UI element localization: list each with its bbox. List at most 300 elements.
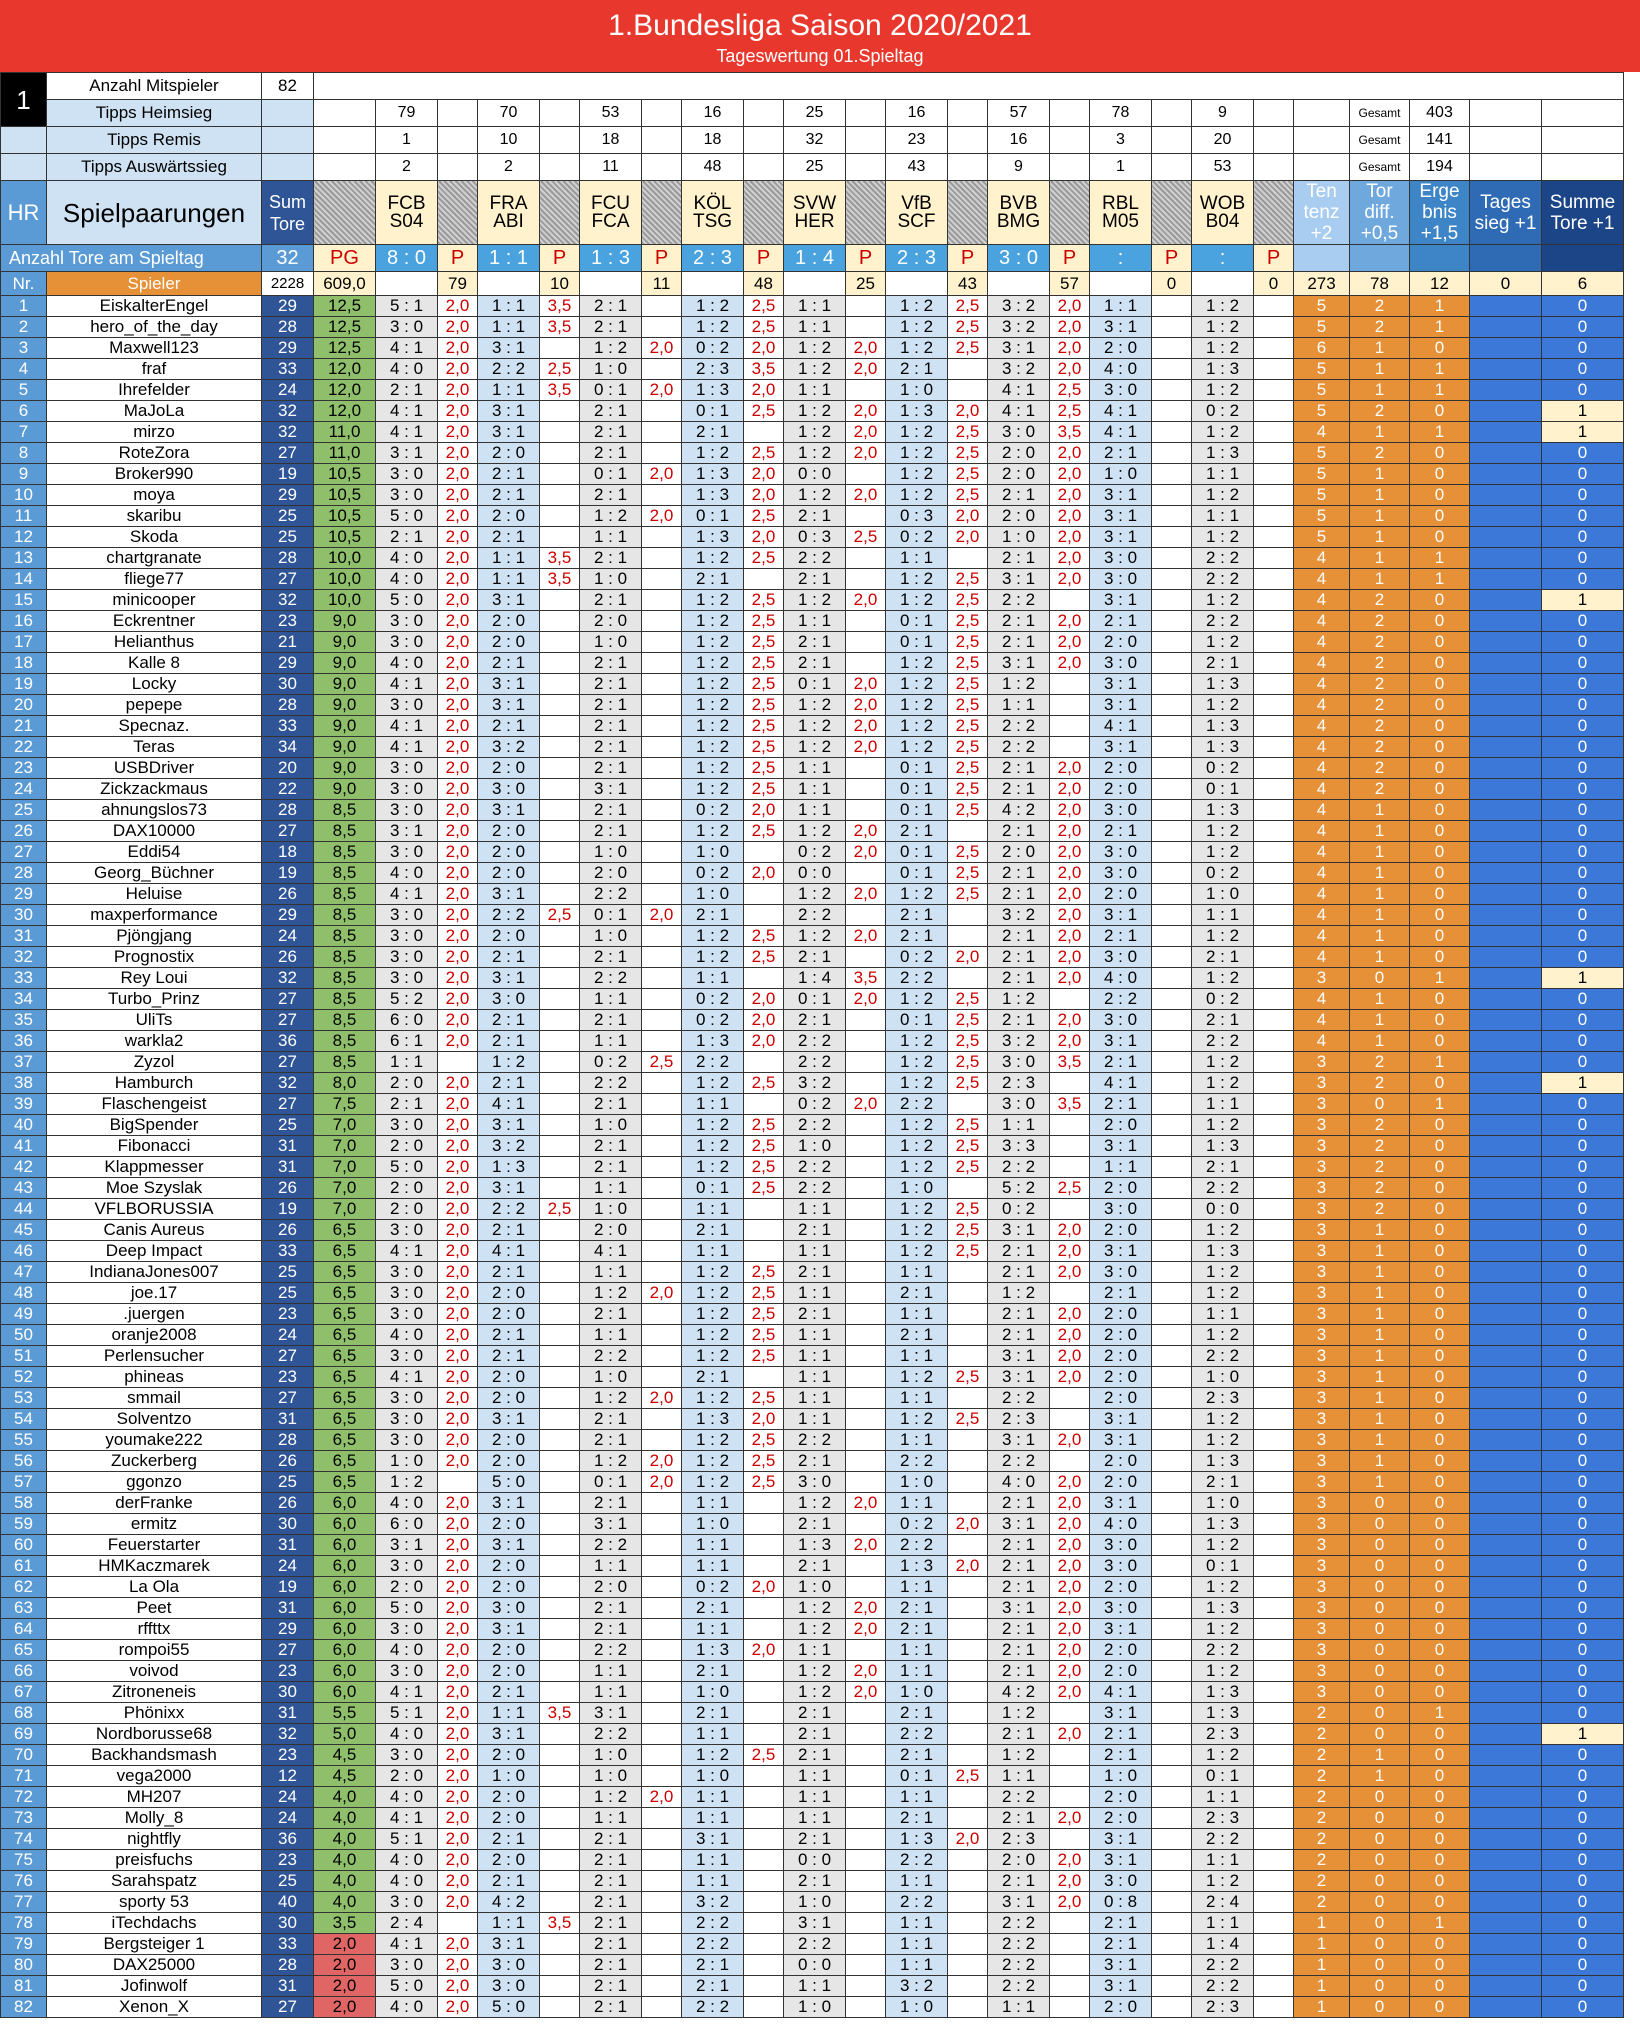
player-points-1 [540, 443, 580, 464]
player-points-2 [642, 1808, 682, 1829]
player-tordiff: 2 [1350, 1073, 1410, 1094]
player-tip-1: 3 : 1 [478, 800, 540, 821]
player-sum: 19 [262, 464, 314, 485]
player-tip-8: 1 : 2 [1192, 1283, 1254, 1304]
player-tordiff: 1 [1350, 569, 1410, 590]
player-summe: 0 [1542, 1199, 1624, 1220]
player-points-2 [642, 1094, 682, 1115]
player-tip-0: 2 : 1 [376, 527, 438, 548]
player-tip-4: 1 : 1 [784, 1808, 846, 1829]
player-points-1 [540, 1682, 580, 1703]
player-points-4: 2,0 [846, 842, 886, 863]
player-name: sporty 53 [47, 1892, 262, 1913]
player-name: Maxwell123 [47, 338, 262, 359]
player-tip-4: 1 : 4 [784, 968, 846, 989]
player-summe: 0 [1542, 1682, 1624, 1703]
player-tip-7: 2 : 1 [1090, 1913, 1152, 1934]
player-points-4: 2,0 [846, 443, 886, 464]
player-summe: 0 [1542, 737, 1624, 758]
player-tip-7: 4 : 0 [1090, 1514, 1152, 1535]
blank-cell [1294, 154, 1350, 181]
player-points-6: 2,0 [1050, 1535, 1090, 1556]
info-row-draw [1, 127, 1624, 154]
player-tip-7: 2 : 0 [1090, 884, 1152, 905]
player-summe: 0 [1542, 1598, 1624, 1619]
player-tagessieg [1470, 1073, 1542, 1094]
player-tip-3: 1 : 2 [682, 1325, 744, 1346]
player-nr: 25 [1, 800, 47, 821]
player-points-6: 2,0 [1050, 1367, 1090, 1388]
player-tip-4: 1 : 2 [784, 359, 846, 380]
player-points-3 [744, 1766, 784, 1787]
player-tip-5: 1 : 1 [886, 1388, 948, 1409]
player-points-1 [540, 968, 580, 989]
player-points-1 [540, 1871, 580, 1892]
player-points-5: 2,5 [948, 1241, 988, 1262]
player-points-2: 2,0 [642, 338, 682, 359]
player-nr: 53 [1, 1388, 47, 1409]
player-ergebnis: 1 [1410, 296, 1470, 317]
match-1 [478, 181, 540, 245]
player-sum: 32 [262, 590, 314, 611]
player-tip-1: 2 : 0 [478, 1367, 540, 1388]
player-tip-0: 3 : 0 [376, 1304, 438, 1325]
player-points-3: 2,0 [744, 485, 784, 506]
player-tagessieg [1470, 1178, 1542, 1199]
player-points-2 [642, 548, 682, 569]
player-pg: 8,5 [314, 842, 376, 863]
player-points-3 [744, 1199, 784, 1220]
player-tip-7: 1 : 1 [1090, 296, 1152, 317]
player-pg: 4,5 [314, 1745, 376, 1766]
player-points-5: 2,5 [948, 296, 988, 317]
player-nr: 2 [1, 317, 47, 338]
player-tip-0: 5 : 1 [376, 1829, 438, 1850]
player-tip-3: 1 : 3 [682, 527, 744, 548]
player-row [1, 947, 1624, 968]
player-tip-2: 2 : 1 [580, 1934, 642, 1955]
player-tip-3: 1 : 2 [682, 296, 744, 317]
player-points-8 [1254, 1388, 1294, 1409]
player-tip-1: 3 : 1 [478, 695, 540, 716]
player-tip-7: 4 : 1 [1090, 401, 1152, 422]
player-points-6: 2,0 [1050, 569, 1090, 590]
player-tip-8: 1 : 1 [1192, 1304, 1254, 1325]
player-tip-4: 2 : 1 [784, 1220, 846, 1241]
player-tordiff: 1 [1350, 359, 1410, 380]
player-tip-1: 2 : 2 [478, 905, 540, 926]
player-points-4 [846, 1766, 886, 1787]
player-tip-3: 2 : 2 [682, 1934, 744, 1955]
player-points-1 [540, 611, 580, 632]
blank-cell [948, 154, 988, 181]
player-points-8 [1254, 1220, 1294, 1241]
player-points-3: 2,5 [744, 1115, 784, 1136]
info-row-away [1, 154, 1624, 181]
player-nr: 65 [1, 1640, 47, 1661]
player-pg: 10,0 [314, 590, 376, 611]
player-tip-3: 1 : 2 [682, 1115, 744, 1136]
player-tip-8: 1 : 3 [1192, 359, 1254, 380]
player-tordiff: 1 [1350, 1451, 1410, 1472]
player-tip-7: 2 : 0 [1090, 1367, 1152, 1388]
player-tip-8: 2 : 4 [1192, 1892, 1254, 1913]
player-tip-1: 3 : 2 [478, 737, 540, 758]
player-tip-7: 2 : 0 [1090, 1115, 1152, 1136]
hatch-cell [846, 181, 886, 245]
player-tip-8: 1 : 3 [1192, 716, 1254, 737]
player-row [1, 1010, 1624, 1031]
player-tip-8: 1 : 2 [1192, 422, 1254, 443]
player-points-1: 3,5 [540, 569, 580, 590]
player-points-2 [642, 674, 682, 695]
player-tordiff: 0 [1350, 1871, 1410, 1892]
player-tip-4: 1 : 1 [784, 1367, 846, 1388]
player-points-0: 2,0 [438, 380, 478, 401]
player-tip-3: 1 : 2 [682, 1430, 744, 1451]
player-tagessieg [1470, 968, 1542, 989]
player-points-7 [1152, 1619, 1192, 1640]
player-pg: 10,5 [314, 506, 376, 527]
player-tip-4: 3 : 0 [784, 1472, 846, 1493]
player-tip-2: 0 : 1 [580, 905, 642, 926]
player-tip-7: 2 : 0 [1090, 779, 1152, 800]
player-points-2 [642, 485, 682, 506]
player-tip-4: 0 : 0 [784, 1850, 846, 1871]
p-label: P [642, 245, 682, 272]
player-nr: 11 [1, 506, 47, 527]
player-sum: 33 [262, 1241, 314, 1262]
player-tagessieg [1470, 1493, 1542, 1514]
player-summe: 0 [1542, 1388, 1624, 1409]
player-points-8 [1254, 1871, 1294, 1892]
player-name: Pjöngjang [47, 926, 262, 947]
player-tip-1: 2 : 0 [478, 1577, 540, 1598]
player-points-3: 2,5 [744, 1451, 784, 1472]
player-points-8 [1254, 821, 1294, 842]
player-ergebnis: 0 [1410, 1283, 1470, 1304]
player-tip-8: 1 : 2 [1192, 1052, 1254, 1073]
player-tip-2: 2 : 1 [580, 821, 642, 842]
player-points-1 [540, 1850, 580, 1871]
player-points-7 [1152, 779, 1192, 800]
player-points-1 [540, 1598, 580, 1619]
player-tip-5: 1 : 1 [886, 1346, 948, 1367]
player-tip-5: 2 : 2 [886, 1451, 948, 1472]
player-points-5: 2,5 [948, 1136, 988, 1157]
player-pg: 6,0 [314, 1493, 376, 1514]
player-points-6: 2,0 [1050, 905, 1090, 926]
player-tendenz: 3 [1294, 968, 1350, 989]
player-row [1, 1514, 1624, 1535]
player-points-8 [1254, 569, 1294, 590]
player-summe: 0 [1542, 653, 1624, 674]
player-summe: 0 [1542, 1283, 1624, 1304]
player-tordiff: 1 [1350, 1430, 1410, 1451]
match-points-3: 48 [744, 272, 784, 296]
player-pg: 12,0 [314, 359, 376, 380]
player-row [1, 1892, 1624, 1913]
blank-cell [1542, 245, 1624, 272]
home-tips-2: 53 [580, 100, 642, 127]
player-tip-2: 2 : 1 [580, 1913, 642, 1934]
player-tip-1: 2 : 0 [478, 1661, 540, 1682]
match-points-5: 43 [948, 272, 988, 296]
player-tip-3: 1 : 2 [682, 695, 744, 716]
player-points-8 [1254, 1262, 1294, 1283]
player-tip-0: 3 : 0 [376, 1220, 438, 1241]
player-pg: 12,5 [314, 296, 376, 317]
player-summe: 0 [1542, 1850, 1624, 1871]
player-points-6: 2,5 [1050, 1178, 1090, 1199]
player-row [1, 1178, 1624, 1199]
player-points-1: 3,5 [540, 380, 580, 401]
player-tendenz: 6 [1294, 338, 1350, 359]
player-sum: 27 [262, 1094, 314, 1115]
player-sum: 32 [262, 1073, 314, 1094]
player-nr: 26 [1, 821, 47, 842]
player-tip-7: 3 : 1 [1090, 1955, 1152, 1976]
player-points-4: 2,0 [846, 1493, 886, 1514]
player-tagessieg [1470, 1430, 1542, 1451]
player-nr: 7 [1, 422, 47, 443]
player-tagessieg [1470, 1871, 1542, 1892]
player-nr: 18 [1, 653, 47, 674]
player-points-6: 2,0 [1050, 296, 1090, 317]
home-team-2: FCU [590, 192, 631, 214]
player-points-3: 2,5 [744, 317, 784, 338]
player-ergebnis: 1 [1410, 1913, 1470, 1934]
player-tip-7: 3 : 1 [1090, 1430, 1152, 1451]
player-pg: 6,5 [314, 1283, 376, 1304]
player-tendenz: 3 [1294, 1094, 1350, 1115]
player-points-3 [744, 1619, 784, 1640]
player-nr: 71 [1, 1766, 47, 1787]
player-tendenz: 4 [1294, 1010, 1350, 1031]
player-points-8 [1254, 527, 1294, 548]
player-tip-1: 2 : 0 [478, 1556, 540, 1577]
player-tip-6: 2 : 3 [988, 1829, 1050, 1850]
player-points-1 [540, 401, 580, 422]
player-tip-0: 5 : 1 [376, 1703, 438, 1724]
player-row [1, 1094, 1624, 1115]
player-sum: 19 [262, 1199, 314, 1220]
player-tip-5: 1 : 2 [886, 674, 948, 695]
player-tip-5: 2 : 2 [886, 1850, 948, 1871]
player-name: pepepe [47, 695, 262, 716]
player-tip-6: 2 : 1 [988, 1640, 1050, 1661]
player-tip-1: 1 : 0 [478, 1766, 540, 1787]
home-team-5: VfB [901, 192, 932, 214]
player-tip-5: 2 : 2 [886, 1724, 948, 1745]
player-summe: 0 [1542, 1262, 1624, 1283]
player-summe: 0 [1542, 989, 1624, 1010]
player-points-3: 2,5 [744, 1283, 784, 1304]
player-name: La Ola [47, 1577, 262, 1598]
player-tendenz: 3 [1294, 1199, 1350, 1220]
player-points-3 [744, 1094, 784, 1115]
player-ergebnis: 0 [1410, 1976, 1470, 1997]
player-points-1 [540, 1556, 580, 1577]
player-points-1 [540, 695, 580, 716]
player-points-4 [846, 1283, 886, 1304]
player-points-2 [642, 863, 682, 884]
player-sum: 23 [262, 1367, 314, 1388]
player-tip-8: 1 : 2 [1192, 1325, 1254, 1346]
player-tagessieg [1470, 716, 1542, 737]
player-points-2 [642, 1430, 682, 1451]
player-summe: 0 [1542, 296, 1624, 317]
player-tendenz: 3 [1294, 1388, 1350, 1409]
player-points-7 [1152, 1934, 1192, 1955]
player-points-5: 2,5 [948, 1010, 988, 1031]
player-points-8 [1254, 758, 1294, 779]
player-points-7 [1152, 401, 1192, 422]
player-name: DAX25000 [47, 1955, 262, 1976]
player-summe: 0 [1542, 1157, 1624, 1178]
player-nr: 73 [1, 1808, 47, 1829]
away-tips-5: 43 [886, 154, 948, 181]
player-points-3: 2,5 [744, 779, 784, 800]
player-tip-4: 0 : 1 [784, 674, 846, 695]
player-pg: 6,0 [314, 1577, 376, 1598]
player-tip-5: 1 : 2 [886, 737, 948, 758]
player-tip-1: 2 : 0 [478, 1640, 540, 1661]
player-points-7 [1152, 611, 1192, 632]
player-points-0: 2,0 [438, 443, 478, 464]
player-points-2 [642, 1199, 682, 1220]
player-tip-6: 2 : 1 [988, 1556, 1050, 1577]
player-tip-1: 2 : 1 [478, 485, 540, 506]
player-sum: 19 [262, 1577, 314, 1598]
player-tip-3: 2 : 1 [682, 1598, 744, 1619]
player-points-7 [1152, 905, 1192, 926]
player-name: vega2000 [47, 1766, 262, 1787]
player-tip-6: 1 : 1 [988, 1766, 1050, 1787]
player-tip-1: 3 : 0 [478, 1598, 540, 1619]
player-sum: 30 [262, 1913, 314, 1934]
blank-cell [1, 154, 47, 181]
player-points-2 [642, 716, 682, 737]
player-tip-3: 2 : 2 [682, 1913, 744, 1934]
player-tip-0: 3 : 0 [376, 947, 438, 968]
player-row [1, 1787, 1624, 1808]
player-sum: 23 [262, 1661, 314, 1682]
player-tip-0: 3 : 0 [376, 1262, 438, 1283]
player-tagessieg [1470, 1115, 1542, 1136]
player-sum: 25 [262, 506, 314, 527]
player-tagessieg [1470, 1850, 1542, 1871]
player-points-2: 2,0 [642, 464, 682, 485]
player-tip-8: 1 : 2 [1192, 842, 1254, 863]
player-points-0: 2,0 [438, 590, 478, 611]
away-team-8: B04 [1205, 210, 1240, 232]
player-tip-6: 3 : 1 [988, 1892, 1050, 1913]
player-tip-3: 1 : 2 [682, 1388, 744, 1409]
player-sum: 24 [262, 1808, 314, 1829]
player-tip-1: 2 : 0 [478, 1430, 540, 1451]
player-points-6: 2,0 [1050, 1577, 1090, 1598]
player-points-8 [1254, 317, 1294, 338]
player-points-8 [1254, 1535, 1294, 1556]
player-points-2 [642, 1514, 682, 1535]
player-tip-4: 1 : 1 [784, 1199, 846, 1220]
player-points-4: 2,0 [846, 1619, 886, 1640]
player-points-2 [642, 1934, 682, 1955]
player-tip-2: 2 : 2 [580, 884, 642, 905]
player-tip-8: 2 : 2 [1192, 1829, 1254, 1850]
player-tip-0: 3 : 0 [376, 611, 438, 632]
player-tip-4: 1 : 2 [784, 926, 846, 947]
player-tip-3: 0 : 2 [682, 800, 744, 821]
player-points-5: 2,0 [948, 1556, 988, 1577]
player-points-8 [1254, 422, 1294, 443]
player-tip-3: 2 : 1 [682, 1955, 744, 1976]
player-row [1, 1934, 1624, 1955]
player-nr: 4 [1, 359, 47, 380]
player-tip-2: 1 : 2 [580, 338, 642, 359]
player-points-3: 2,0 [744, 1010, 784, 1031]
player-tip-2: 2 : 1 [580, 674, 642, 695]
player-name: Ihrefelder [47, 380, 262, 401]
player-points-0: 2,0 [438, 548, 478, 569]
player-nr: 45 [1, 1220, 47, 1241]
player-points-8 [1254, 842, 1294, 863]
player-points-0: 2,0 [438, 1976, 478, 1997]
player-tip-2: 2 : 1 [580, 653, 642, 674]
player-points-5 [948, 1619, 988, 1640]
player-tip-5: 1 : 2 [886, 653, 948, 674]
player-summe: 0 [1542, 1430, 1624, 1451]
player-points-0: 2,0 [438, 947, 478, 968]
player-tip-6: 2 : 2 [988, 737, 1050, 758]
player-points-1 [540, 1577, 580, 1598]
player-sum: 34 [262, 737, 314, 758]
player-tordiff: 0 [1350, 1640, 1410, 1661]
player-points-4 [846, 1031, 886, 1052]
player-points-8 [1254, 695, 1294, 716]
player-tip-6: 2 : 0 [988, 464, 1050, 485]
player-points-6: 2,0 [1050, 926, 1090, 947]
player-points-1 [540, 1535, 580, 1556]
player-tip-6: 2 : 1 [988, 821, 1050, 842]
subheader-row [1, 272, 1624, 296]
player-ergebnis: 0 [1410, 401, 1470, 422]
player-tip-2: 1 : 1 [580, 527, 642, 548]
player-tip-0: 1 : 2 [376, 1472, 438, 1493]
player-tip-3: 2 : 1 [682, 1367, 744, 1388]
player-tip-0: 4 : 1 [376, 1682, 438, 1703]
player-row [1, 1241, 1624, 1262]
player-tagessieg [1470, 1094, 1542, 1115]
tendenz-header: Ten tenz +2 [1294, 181, 1350, 245]
player-row [1, 716, 1624, 737]
home-tips-5: 16 [886, 100, 948, 127]
player-tip-1: 5 : 0 [478, 1997, 540, 2018]
player-points-0 [438, 1052, 478, 1073]
player-tordiff: 2 [1350, 1199, 1410, 1220]
player-tip-5: 2 : 1 [886, 1619, 948, 1640]
blank-cell [1, 127, 47, 154]
player-ergebnis: 0 [1410, 443, 1470, 464]
player-tip-2: 3 : 1 [580, 779, 642, 800]
player-name: IndianaJones007 [47, 1262, 262, 1283]
player-tagessieg [1470, 758, 1542, 779]
player-tip-7: 2 : 1 [1090, 611, 1152, 632]
player-tip-6: 3 : 2 [988, 359, 1050, 380]
player-points-3: 2,5 [744, 1745, 784, 1766]
player-points-7 [1152, 1808, 1192, 1829]
